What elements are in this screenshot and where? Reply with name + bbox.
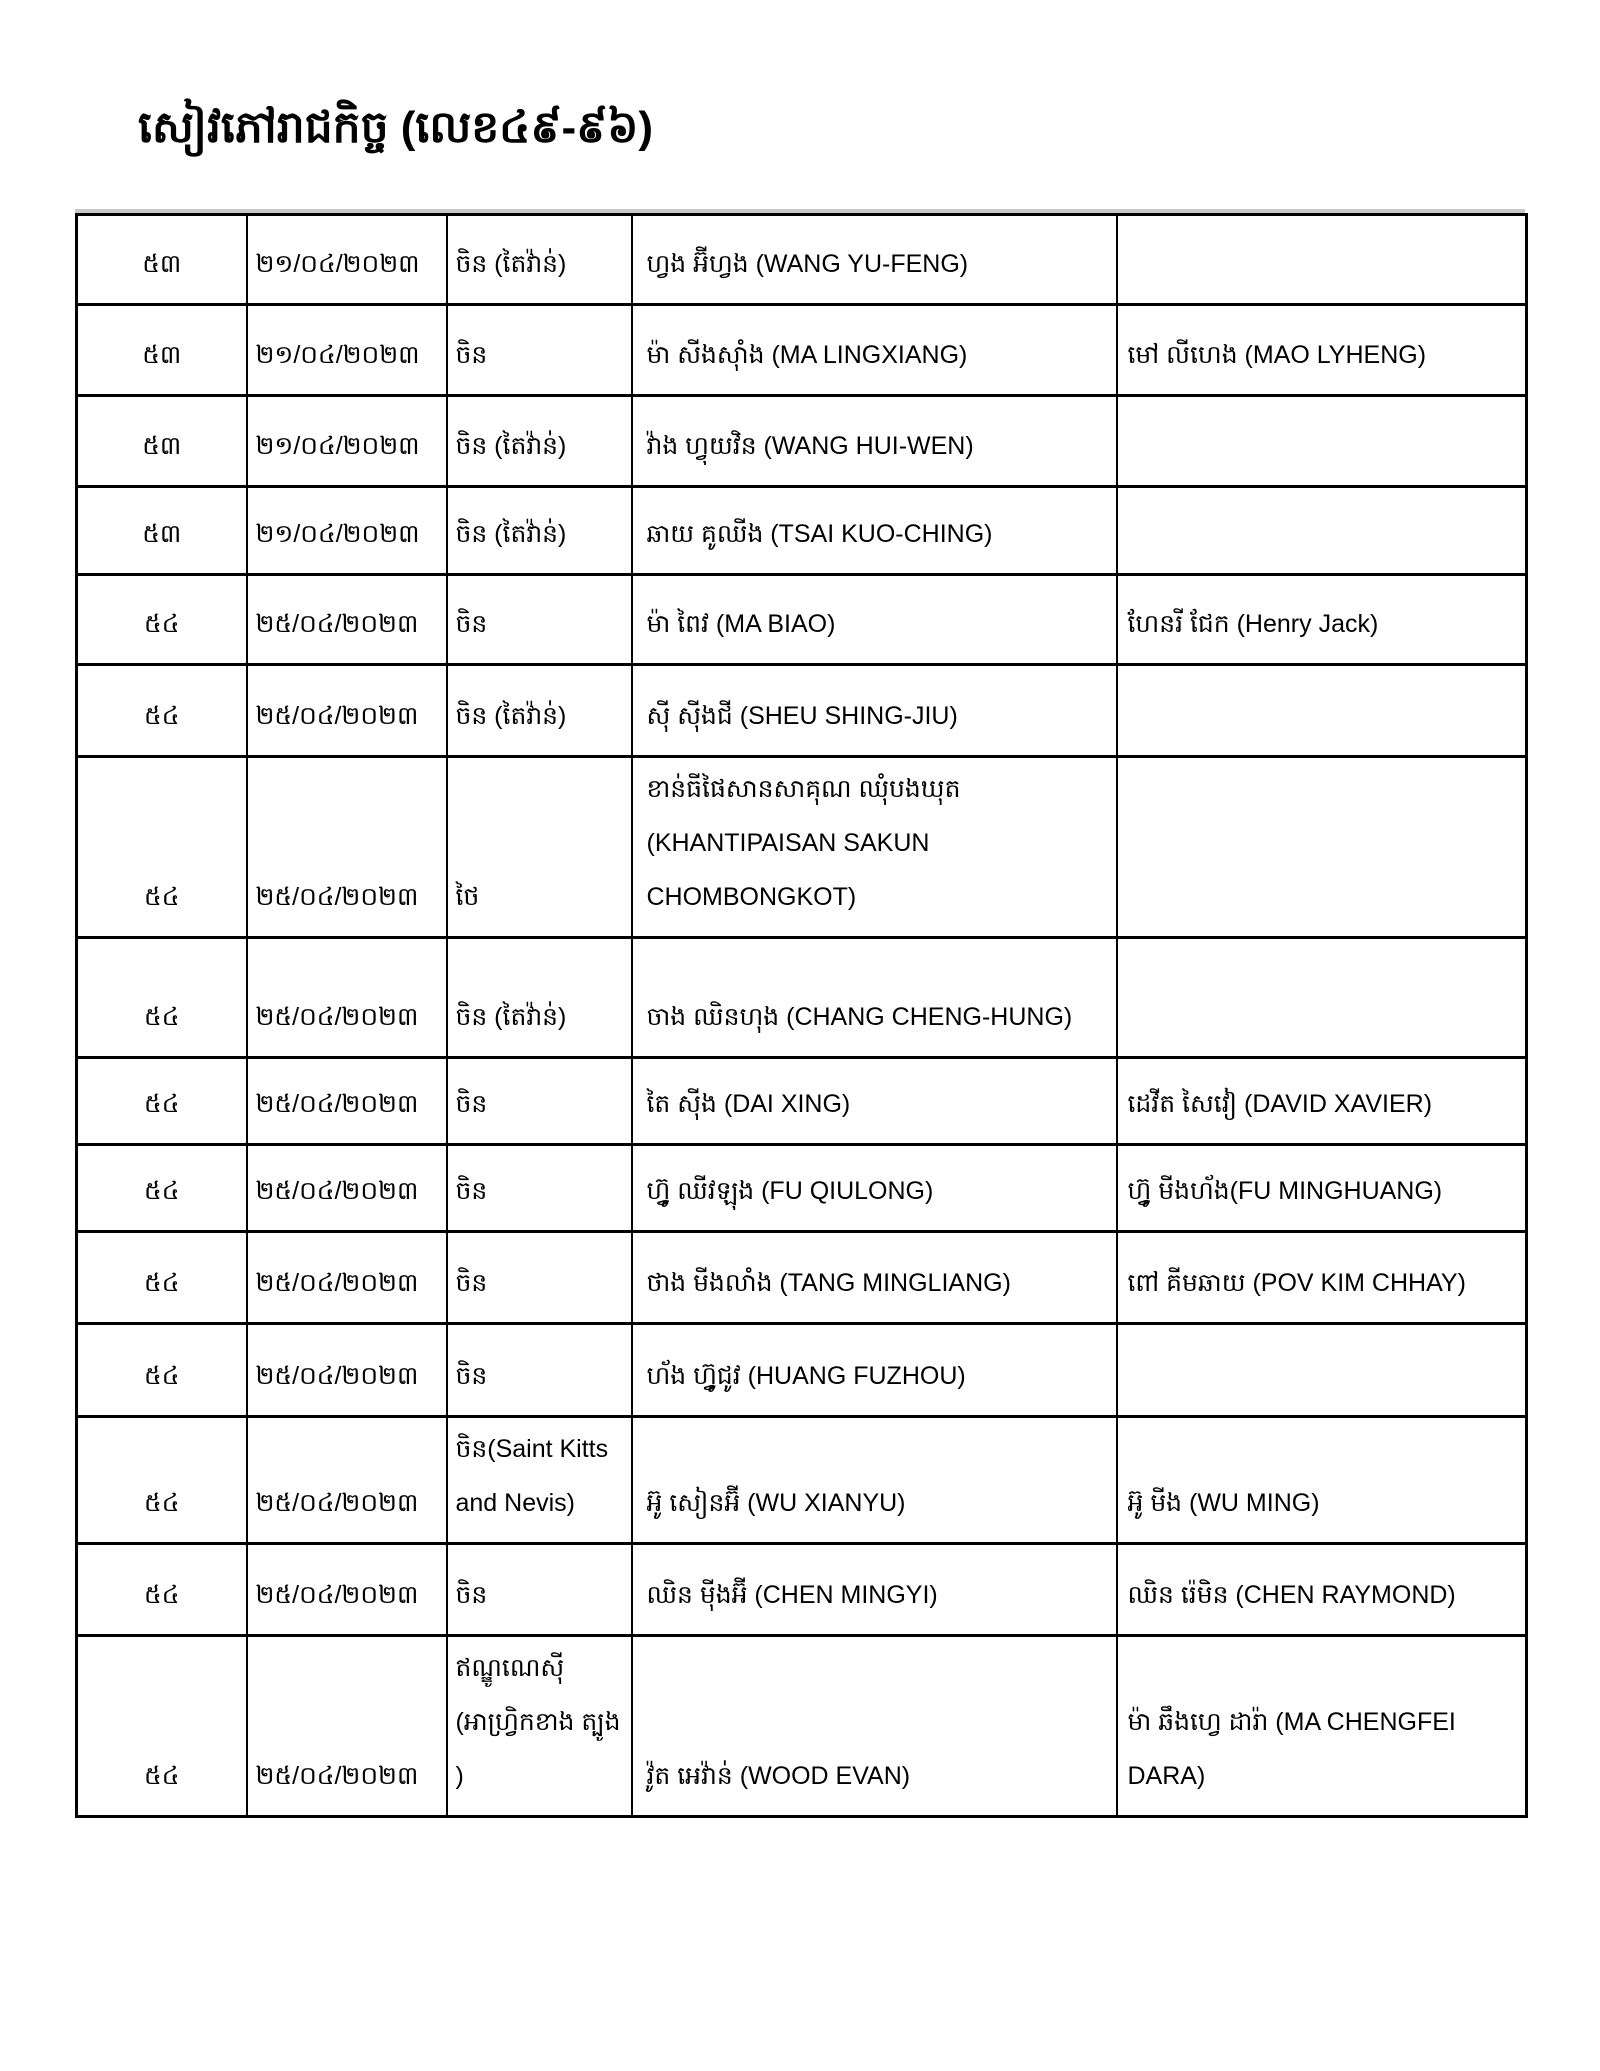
cell-record-number: ៥៣: [77, 305, 247, 396]
cell-other-name: មៅ លីហេង (MAO LYHENG): [1117, 305, 1527, 396]
table-row: [77, 757, 1527, 938]
cell-name: ឈិន ម៉ីងអ៊ី (CHEN MINGYI): [632, 1544, 1117, 1636]
cell-other-name: ឈិន រ៉េមិន (CHEN RAYMOND): [1117, 1544, 1527, 1636]
cell-name: ហ័ង ហ្វ៊ូជូវ (HUANG FUZHOU): [632, 1324, 1117, 1417]
cell-nationality: ចិន: [447, 1324, 632, 1417]
cell-other-name: [1117, 938, 1527, 1058]
table-row: [77, 396, 1527, 487]
table-row: [77, 305, 1527, 396]
cell-name: អ៊ូ សៀនអ៊ី (WU XIANYU): [632, 1417, 1117, 1544]
cell-nationality: ចិន: [447, 305, 632, 396]
cell-other-name: [1117, 757, 1527, 938]
cell-record-number: ៥៤: [77, 1324, 247, 1417]
cell-nationality: ចិន (តៃវ៉ាន់): [447, 215, 632, 305]
cell-date: ២៥/០៤/២០២៣: [247, 665, 447, 757]
table-row: [77, 1145, 1527, 1232]
cell-other-name: ហែនរី ជែក (Henry Jack): [1117, 575, 1527, 665]
cell-date: ២៥/០៤/២០២៣: [247, 1544, 447, 1636]
cell-record-number: ៥៤: [77, 1058, 247, 1145]
table-row: [77, 215, 1527, 305]
table-row: [77, 1324, 1527, 1417]
cell-name: ឆាយ គូឈីង (TSAI KUO-CHING): [632, 487, 1117, 575]
cell-record-number: ៥៣: [77, 396, 247, 487]
cell-name: វ៉ាង ហ្វុយវិន (WANG HUI-WEN): [632, 396, 1117, 487]
cell-other-name: ម៉ា ឆឹងហ្វេ ដារ៉ា (MA CHENGFEI DARA): [1117, 1636, 1527, 1817]
gazette-table-body: [77, 215, 1527, 1817]
cell-nationality: ឥណ្ឌូណេស៊ី (អាហ្រ្វិកខាង ត្បូង ): [447, 1636, 632, 1817]
cell-other-name: [1117, 1324, 1527, 1417]
table-row: [77, 575, 1527, 665]
cell-date: ២១/០៤/២០២៣: [247, 487, 447, 575]
cell-date: ២៥/០៤/២០២៣: [247, 1636, 447, 1817]
cell-name: ស៊ី ស៊ីងជី (SHEU SHING-JIU): [632, 665, 1117, 757]
cell-other-name: ហ្វ៊ូ មីងហ័ង(FU MINGHUANG): [1117, 1145, 1527, 1232]
cell-name: ហ្វ៊ូ ឈីវឡុង (FU QIULONG): [632, 1145, 1117, 1232]
cell-record-number: ៥៤: [77, 757, 247, 938]
cell-date: ២១/០៤/២០២៣: [247, 305, 447, 396]
cell-record-number: ៥៤: [77, 1417, 247, 1544]
cell-record-number: ៥៤: [77, 665, 247, 757]
cell-record-number: ៥៤: [77, 575, 247, 665]
cell-other-name: [1117, 487, 1527, 575]
cell-nationality: ចិន: [447, 1232, 632, 1324]
table-row: [77, 1058, 1527, 1145]
cell-record-number: ៥៤: [77, 1636, 247, 1817]
table-row: [77, 1636, 1527, 1817]
cell-nationality: ចិន (តៃវ៉ាន់): [447, 938, 632, 1058]
cell-date: ២៥/០៤/២០២៣: [247, 938, 447, 1058]
cell-record-number: ៥៤: [77, 1145, 247, 1232]
cell-name: ថាង មីងលាំង (TANG MINGLIANG): [632, 1232, 1117, 1324]
cell-other-name: [1117, 396, 1527, 487]
table-row: [77, 938, 1527, 1058]
cell-date: ២៥/០៤/២០២៣: [247, 575, 447, 665]
cell-record-number: ៥៤: [77, 1232, 247, 1324]
cell-name: ម៉ា សីងស៊ាំង (MA LINGXIANG): [632, 305, 1117, 396]
cell-record-number: ៥៤: [77, 1544, 247, 1636]
cell-other-name: អ៊ូ មីង (WU MING): [1117, 1417, 1527, 1544]
cell-nationality: ចិន: [447, 575, 632, 665]
cell-name: ហ្វង អ៊ីហ្វង (WANG YU-FENG): [632, 215, 1117, 305]
cell-nationality: ចិន: [447, 1544, 632, 1636]
cell-name: ចាង ឈិនហុង (CHANG CHENG-HUNG): [632, 938, 1117, 1058]
page-title: សៀវភៅរាជកិច្ច (លេខ៤៩-៩៦): [138, 103, 654, 152]
cell-record-number: ៥៣: [77, 215, 247, 305]
table-row: [77, 665, 1527, 757]
cell-other-name: [1117, 665, 1527, 757]
cell-record-number: ៥៣: [77, 487, 247, 575]
cell-date: ២១/០៤/២០២៣: [247, 215, 447, 305]
cell-date: ២៥/០៤/២០២៣: [247, 1145, 447, 1232]
cell-nationality: ចិន (តៃវ៉ាន់): [447, 487, 632, 575]
cell-other-name: ពៅ គីមឆាយ (POV KIM CHHAY): [1117, 1232, 1527, 1324]
table-row: [77, 1544, 1527, 1636]
cell-date: ២៥/០៤/២០២៣: [247, 1058, 447, 1145]
table-row: [77, 1417, 1527, 1544]
cell-name: តៃ ស៊ីង (DAI XING): [632, 1058, 1117, 1145]
cell-nationality: ចិន: [447, 1145, 632, 1232]
cell-date: ២៥/០៤/២០២៣: [247, 757, 447, 938]
gazette-table: [75, 213, 1528, 1818]
cell-nationality: ចិន: [447, 1058, 632, 1145]
cell-date: ២៥/០៤/២០២៣: [247, 1417, 447, 1544]
table-row: [77, 1232, 1527, 1324]
cell-date: ២៥/០៤/២០២៣: [247, 1324, 447, 1417]
cell-record-number: ៥៤: [77, 938, 247, 1058]
cell-nationality: ចិន (តៃវ៉ាន់): [447, 665, 632, 757]
cell-name: ម៉ា ពៃវ (MA BIAO): [632, 575, 1117, 665]
cell-name: វ៉ូត អេវ៉ាន់ (WOOD EVAN): [632, 1636, 1117, 1817]
cell-nationality: ថៃ: [447, 757, 632, 938]
cell-other-name: ដេវីត សៃវៀ (DAVID XAVIER): [1117, 1058, 1527, 1145]
cell-nationality: ចិន(Saint Kitts and Nevis): [447, 1417, 632, 1544]
table-row: [77, 487, 1527, 575]
cell-name: ខាន់ធីផៃសានសាគុណ ឈុំបងឃុត (KHANTIPAISAN SAKUN CHOMBONGKOT): [632, 757, 1117, 938]
cell-other-name: [1117, 215, 1527, 305]
cell-date: ២៥/០៤/២០២៣: [247, 1232, 447, 1324]
cell-date: ២១/០៤/២០២៣: [247, 396, 447, 487]
cell-nationality: ចិន (តៃវ៉ាន់): [447, 396, 632, 487]
